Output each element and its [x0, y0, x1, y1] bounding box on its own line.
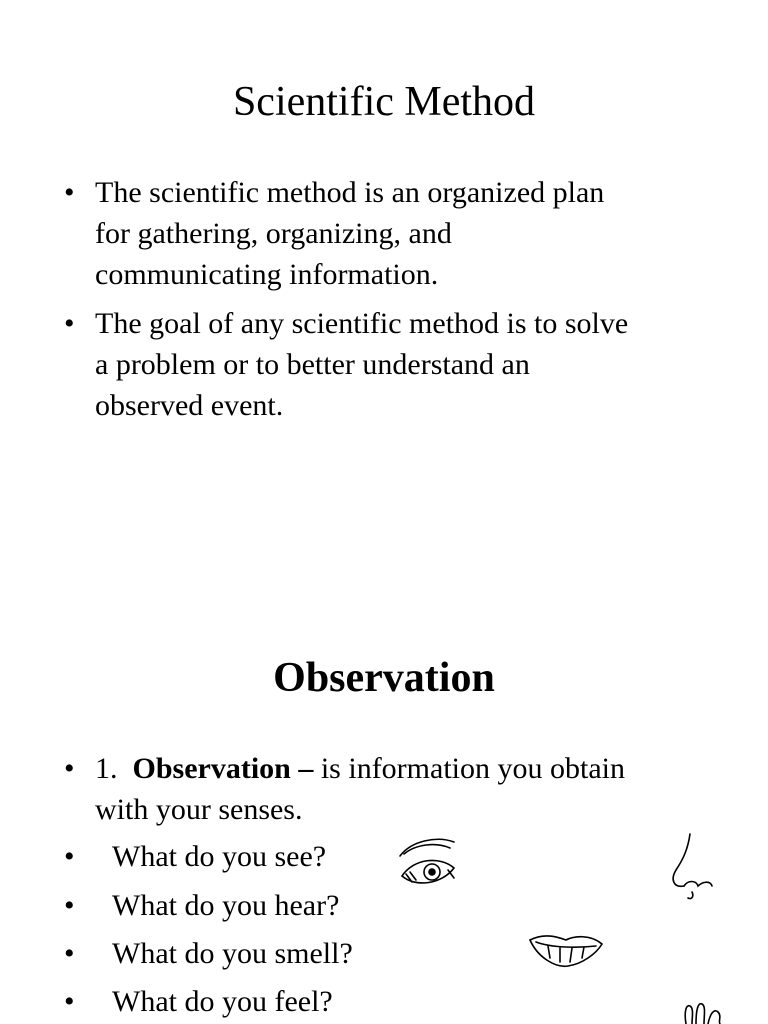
bullet-marker: •: [64, 937, 75, 970]
bullet-line: communicating information.: [95, 258, 439, 291]
definition-term: Observation –: [132, 752, 314, 785]
bullet-line: observed event.: [95, 389, 284, 422]
question-text: What do you hear?: [112, 889, 340, 922]
bullet-marker: •: [64, 176, 75, 209]
slide-observation: [0, 512, 768, 1024]
bullet-line: The scientific method is an organized plan: [95, 176, 605, 209]
bullet-item: [64, 303, 628, 426]
definition-line: [64, 748, 625, 789]
question-text: What do you feel?: [112, 985, 333, 1018]
definition-text: is information you obtain: [320, 752, 625, 785]
bullet-line: for gathering, organizing, and: [95, 217, 452, 250]
eye-icon: [392, 832, 464, 892]
definition-bullet: [64, 748, 625, 830]
nose-icon: [666, 830, 720, 902]
bullet-line: a problem or to better understand an: [95, 348, 530, 381]
definition-number: 1.: [95, 752, 118, 785]
slide-title: Observation: [273, 655, 495, 701]
definition-line: with your senses.: [95, 793, 303, 826]
slide-title: Scientific Method: [232, 79, 536, 125]
bullet-marker: •: [64, 840, 75, 873]
question-text: What do you see?: [112, 840, 327, 873]
bullet-marker: •: [64, 307, 75, 340]
question-text: What do you smell?: [112, 937, 353, 970]
mouth-icon: [526, 928, 606, 976]
bullet-marker: •: [64, 985, 75, 1018]
bullet-marker: •: [64, 889, 75, 922]
fingers-icon: [680, 998, 728, 1024]
bullet-marker: •: [64, 752, 75, 785]
bullet-item: [64, 172, 604, 295]
bullet-line: The goal of any scientific method is to solve: [95, 307, 629, 340]
